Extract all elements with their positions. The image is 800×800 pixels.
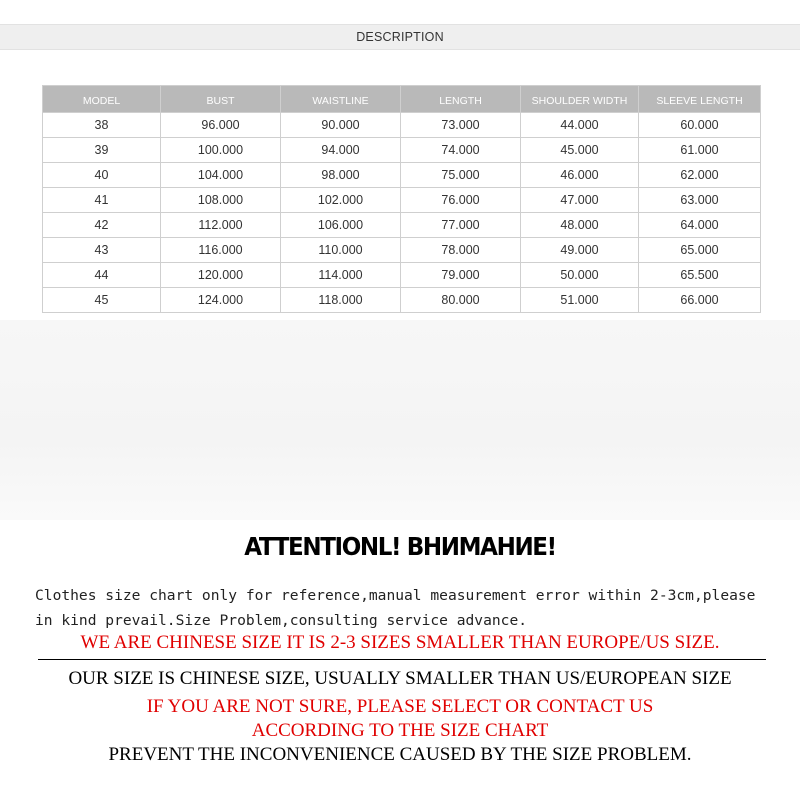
cell-shoulder-width: 45.000 bbox=[521, 138, 639, 163]
size-chart-notice-line: ACCORDING TO THE SIZE CHART bbox=[251, 720, 549, 741]
cell-waistline: 90.000 bbox=[281, 113, 401, 138]
table-row bbox=[43, 213, 761, 238]
cell-waistline: 118.000 bbox=[281, 288, 401, 313]
cell-sleeve-length: 64.000 bbox=[639, 213, 761, 238]
cell-sleeve-length: 63.000 bbox=[639, 188, 761, 213]
cell-length: 80.000 bbox=[401, 288, 521, 313]
divider-line bbox=[38, 659, 766, 660]
spacer-band bbox=[0, 320, 800, 520]
cell-waistline: 98.000 bbox=[281, 163, 401, 188]
column-header-shoulder-width: SHOULDER WIDTH bbox=[521, 86, 639, 113]
cell-length: 78.000 bbox=[401, 238, 521, 263]
column-header-length: LENGTH bbox=[401, 86, 521, 113]
cell-shoulder-width: 48.000 bbox=[521, 213, 639, 238]
table-header-row bbox=[43, 86, 761, 113]
cell-shoulder-width: 49.000 bbox=[521, 238, 639, 263]
cell-sleeve-length: 60.000 bbox=[639, 113, 761, 138]
size-notice-line: OUR SIZE IS CHINESE SIZE, USUALLY SMALLER THAN US/EUROPEAN SIZE bbox=[68, 668, 732, 689]
cell-length: 77.000 bbox=[401, 213, 521, 238]
cell-waistline: 110.000 bbox=[281, 238, 401, 263]
cell-sleeve-length: 61.000 bbox=[639, 138, 761, 163]
cell-shoulder-width: 47.000 bbox=[521, 188, 639, 213]
table-row bbox=[43, 188, 761, 213]
cell-bust: 116.000 bbox=[161, 238, 281, 263]
cell-bust: 108.000 bbox=[161, 188, 281, 213]
cell-bust: 120.000 bbox=[161, 263, 281, 288]
cell-sleeve-length: 66.000 bbox=[639, 288, 761, 313]
cell-model: 41 bbox=[43, 188, 161, 213]
description-header bbox=[0, 24, 800, 50]
cell-waistline: 102.000 bbox=[281, 188, 401, 213]
attention-heading: ATTENTIONL! ВНИМАНИЕ! bbox=[244, 532, 556, 561]
cell-waistline: 94.000 bbox=[281, 138, 401, 163]
table-row bbox=[43, 238, 761, 263]
cell-length: 73.000 bbox=[401, 113, 521, 138]
cell-length: 76.000 bbox=[401, 188, 521, 213]
cell-shoulder-width: 46.000 bbox=[521, 163, 639, 188]
table-row bbox=[43, 288, 761, 313]
chinese-size-warning: WE ARE CHINESE SIZE IT IS 2-3 SIZES SMALLER THAN EUROPE/US SIZE. bbox=[80, 632, 720, 653]
cell-model: 43 bbox=[43, 238, 161, 263]
cell-bust: 124.000 bbox=[161, 288, 281, 313]
cell-model: 42 bbox=[43, 213, 161, 238]
cell-shoulder-width: 51.000 bbox=[521, 288, 639, 313]
column-header-bust: BUST bbox=[161, 86, 281, 113]
cell-length: 74.000 bbox=[401, 138, 521, 163]
cell-model: 40 bbox=[43, 163, 161, 188]
description-title: DESCRIPTION bbox=[356, 30, 444, 44]
cell-bust: 96.000 bbox=[161, 113, 281, 138]
cell-waistline: 106.000 bbox=[281, 213, 401, 238]
cell-sleeve-length: 65.000 bbox=[639, 238, 761, 263]
cell-model: 45 bbox=[43, 288, 161, 313]
contact-notice-line: IF YOU ARE NOT SURE, PLEASE SELECT OR CONTACT US bbox=[146, 696, 654, 717]
column-header-model: MODEL bbox=[43, 86, 161, 113]
table-row bbox=[43, 113, 761, 138]
cell-waistline: 114.000 bbox=[281, 263, 401, 288]
table-row bbox=[43, 138, 761, 163]
cell-sleeve-length: 62.000 bbox=[639, 163, 761, 188]
column-header-sleeve-length: SLEEVE LENGTH bbox=[639, 86, 761, 113]
cell-shoulder-width: 44.000 bbox=[521, 113, 639, 138]
cell-bust: 104.000 bbox=[161, 163, 281, 188]
reference-note: Clothes size chart only for reference,manual measurement error within 2-3cm,please in kind prevail.Size Problem,consulting service advance. bbox=[35, 587, 756, 629]
cell-bust: 100.000 bbox=[161, 138, 281, 163]
cell-length: 79.000 bbox=[401, 263, 521, 288]
table-row bbox=[43, 163, 761, 188]
table-row bbox=[43, 263, 761, 288]
cell-sleeve-length: 65.500 bbox=[639, 263, 761, 288]
cell-length: 75.000 bbox=[401, 163, 521, 188]
cell-model: 38 bbox=[43, 113, 161, 138]
inconvenience-notice-line: PREVENT THE INCONVENIENCE CAUSED BY THE SIZE PROBLEM. bbox=[108, 744, 692, 765]
cell-model: 44 bbox=[43, 263, 161, 288]
column-header-waistline: WAISTLINE bbox=[281, 86, 401, 113]
size-table bbox=[42, 85, 761, 313]
cell-model: 39 bbox=[43, 138, 161, 163]
cell-bust: 112.000 bbox=[161, 213, 281, 238]
cell-shoulder-width: 50.000 bbox=[521, 263, 639, 288]
